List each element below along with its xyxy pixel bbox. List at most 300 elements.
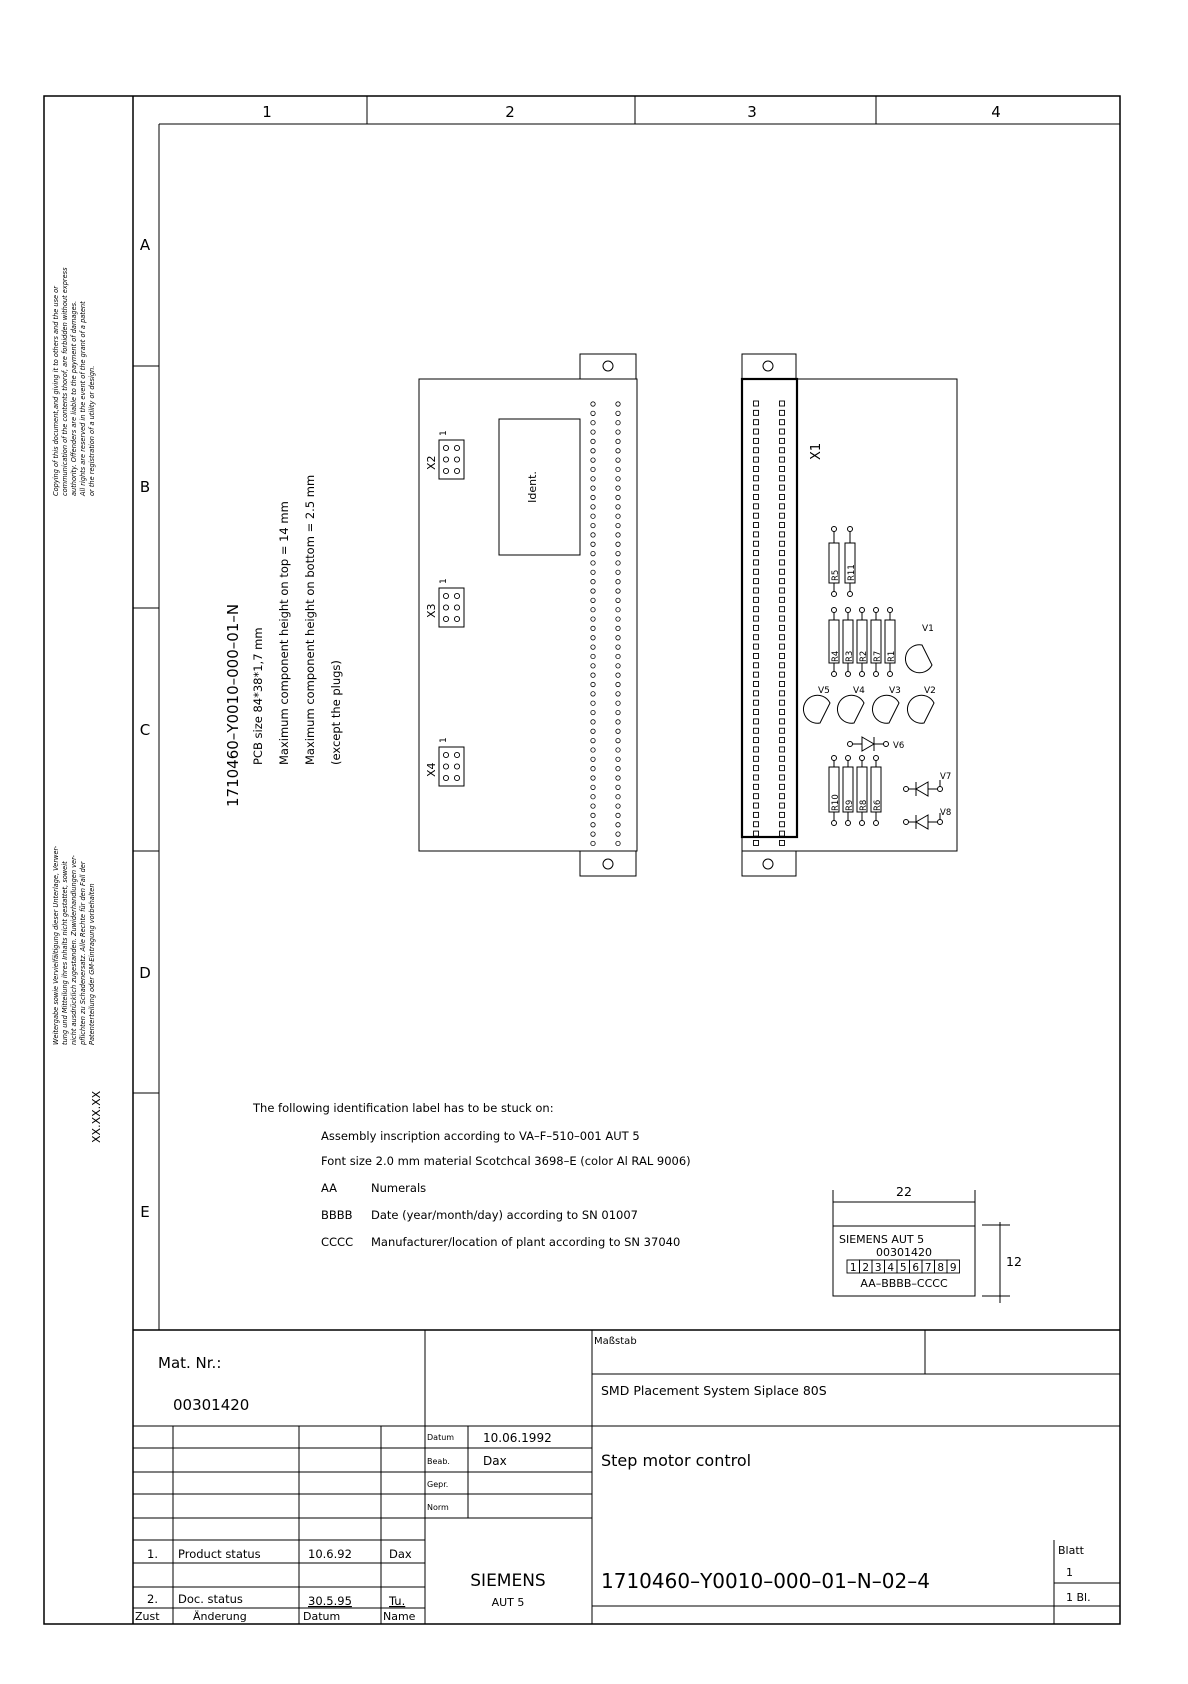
pin-pad (616, 477, 620, 481)
connector-pin (754, 700, 759, 705)
ident-label: Ident. (526, 471, 539, 503)
pin-pad (591, 467, 595, 471)
connector-pin (780, 438, 785, 443)
row-label-c: C (139, 721, 151, 739)
drawing-title: Step motor control (601, 1451, 752, 1470)
pin-pad (591, 823, 595, 827)
sheet-count: 1 Bl. (1066, 1591, 1091, 1604)
pin-pad (616, 832, 620, 836)
label-bbbb-key: BBBB (321, 1208, 353, 1222)
led-v2-symbol (907, 695, 934, 723)
pin-pad (591, 495, 595, 499)
pin-pad (591, 832, 595, 836)
connector-pin (754, 410, 759, 415)
connector-pin (754, 420, 759, 425)
pin-pad (616, 617, 620, 621)
pin-pad (591, 636, 595, 640)
connector-pin (754, 466, 759, 471)
connector-pin (780, 728, 785, 733)
pin-pad (591, 710, 595, 714)
jumper-pin (443, 616, 448, 621)
rev2-date: 30.5.95 (308, 1594, 352, 1608)
pin-pad (591, 579, 595, 583)
resistor-group-bottom (829, 756, 883, 826)
label-assembly: Assembly inscription according to VA–F–510–001 AUT 5 (321, 1129, 640, 1143)
connector-pin (754, 504, 759, 509)
pin-pad (591, 570, 595, 574)
resistor-r7-label: R7 (873, 650, 883, 662)
sample-label (833, 1184, 1022, 1303)
label-cccc-key: CCCC (321, 1235, 354, 1249)
pin-pad (591, 757, 595, 761)
pin-pad (591, 533, 595, 537)
pin-pad (616, 710, 620, 714)
col-header-zust: Zust (135, 1610, 160, 1623)
pin-pad (616, 692, 620, 696)
connector-pin (780, 513, 785, 518)
digit-cell-text: 2 (862, 1262, 870, 1274)
pin-pad (591, 692, 595, 696)
pin-pad (616, 738, 620, 742)
pin-pad (616, 841, 620, 845)
column-label-1: 1 (262, 103, 272, 121)
pin-pad (616, 411, 620, 415)
connector-pin (780, 597, 785, 602)
pin-pad (616, 542, 620, 546)
connector-pin (780, 653, 785, 658)
connector-pin (780, 635, 785, 640)
sample-label-line4: AA–BBBB–CCCC (860, 1277, 948, 1290)
pin-pad (591, 673, 595, 677)
connector-pin (754, 812, 759, 817)
connector-x4 (425, 737, 464, 786)
pin-rows-left (591, 402, 620, 846)
resistor-pad (832, 672, 837, 677)
connector-pin (754, 401, 759, 406)
jumper-pin (454, 764, 459, 769)
pin-pad (616, 785, 620, 789)
pin-pad (616, 514, 620, 518)
mounting-hole-bottom-right (763, 859, 773, 869)
connector-pin (754, 775, 759, 780)
resistor-pad (874, 756, 879, 761)
pin-pad (616, 589, 620, 593)
connector-pin (780, 504, 785, 509)
connector-pin (754, 541, 759, 546)
connector-pin (754, 831, 759, 836)
connector-pin (754, 485, 759, 490)
pin-pad (591, 729, 595, 733)
pin-pad (616, 776, 620, 780)
company-sub: AUT 5 (491, 1596, 525, 1609)
blatt-value: 1 (1066, 1566, 1073, 1579)
mounting-hole-top-right (763, 361, 773, 371)
pin-pad (616, 795, 620, 799)
led-group (803, 624, 935, 723)
pin-pad (591, 551, 595, 555)
mounting-tab-top-left (580, 354, 636, 379)
digit-cell-text: 9 (949, 1262, 957, 1274)
rev2-name: Tu. (389, 1594, 406, 1608)
connector-pin (780, 710, 785, 715)
rev1-number: 1. (147, 1547, 158, 1561)
sheet-frame (44, 96, 1120, 1624)
pin-pad (616, 570, 620, 574)
connector-pin (754, 438, 759, 443)
jumper-pin (443, 605, 448, 610)
connector-pin (780, 775, 785, 780)
pin-pad (591, 458, 595, 462)
digit-cell-text: 6 (912, 1262, 920, 1274)
pin-pad (616, 561, 620, 565)
led-v4-label: V4 (853, 686, 865, 696)
pin-pad (591, 542, 595, 546)
connector-pin (780, 682, 785, 687)
pin-pad (591, 795, 595, 799)
mounting-hole-bottom-left (603, 859, 613, 869)
connector-pin (780, 803, 785, 808)
connector-pin (754, 476, 759, 481)
led-v4-symbol (837, 695, 864, 723)
resistor-pad (874, 608, 879, 613)
digit-cell-text: 3 (874, 1262, 882, 1274)
mat-nr-value: 00301420 (173, 1396, 250, 1414)
pin-pad (616, 766, 620, 770)
legal-en-line-3: authority. Offenders are liable to the payment of damages. (70, 300, 78, 496)
connector-pin (780, 569, 785, 574)
connector-pin (780, 429, 785, 434)
connector-pin (780, 485, 785, 490)
connector-pin (754, 719, 759, 724)
margin-legal-english (52, 267, 96, 497)
connector-pin (754, 429, 759, 434)
jumper-pin (443, 457, 448, 462)
mounting-tab-top-right (742, 354, 796, 379)
legal-en-line-4: All rights are reserved in the event of the grant of a patent (79, 301, 87, 496)
connector-pin (754, 756, 759, 761)
connector-pin (754, 523, 759, 528)
jumper-pin (443, 468, 448, 473)
connector-pin (754, 625, 759, 630)
pin-pad (616, 402, 620, 406)
digit-cell-text: 7 (924, 1262, 932, 1274)
pin-pad (591, 813, 595, 817)
pin-pad (591, 654, 595, 658)
connector-pin (780, 541, 785, 546)
height-bottom-note: Maximum component height on bottom = 2.5 mm (303, 474, 317, 765)
connector-x2 (425, 430, 464, 479)
pin-pad (591, 738, 595, 742)
jumper-pin (454, 752, 459, 757)
connector-x1-label: X1 (809, 442, 824, 460)
jumper-pin (443, 764, 448, 769)
connector-pin (754, 569, 759, 574)
diode-v7 (904, 772, 952, 796)
beab-value: Dax (483, 1454, 507, 1468)
pin-pad (616, 430, 620, 434)
connector-pin (754, 551, 759, 556)
connector-pin (754, 682, 759, 687)
connector-x4-pin: 1 (439, 737, 449, 743)
pin-pad (616, 523, 620, 527)
dim-height-value: 12 (1006, 1254, 1022, 1269)
rev1-name: Dax (389, 1547, 412, 1561)
legal-en-line-1: Copying of this document,and giving it to others and the use or (52, 286, 60, 496)
connector-pin (754, 747, 759, 752)
jumper-pin (454, 775, 459, 780)
led-v3-label: V3 (889, 686, 901, 696)
row-label-b: B (139, 478, 151, 496)
label-intro: The following identification label has to be stuck on: (253, 1101, 554, 1115)
connector-pin (780, 560, 785, 565)
pin-pad (616, 439, 620, 443)
except-plugs-note: (except the plugs) (329, 660, 343, 765)
connector-pin (780, 756, 785, 761)
pin-pad (616, 664, 620, 668)
connector-pin (754, 794, 759, 799)
connector-pin (780, 700, 785, 705)
digit-cell-text: 8 (937, 1262, 945, 1274)
height-top-note: Maximum component height on top = 14 mm (277, 501, 291, 765)
pin-pad (591, 626, 595, 630)
resistor-pad (846, 756, 851, 761)
connector-pin (754, 738, 759, 743)
resistor-pad (832, 821, 837, 826)
pin-pad (591, 439, 595, 443)
connector-pin (754, 840, 759, 845)
label-font: Font size 2.0 mm material Scotchcal 3698–E (color Al RAL 9006) (321, 1154, 691, 1168)
pin-pad (591, 449, 595, 453)
label-instructions (252, 1101, 691, 1249)
connector-pin (780, 401, 785, 406)
pin-pad (591, 589, 595, 593)
company-name: SIEMENS (470, 1571, 546, 1591)
connector-pin (780, 420, 785, 425)
resistor-pad (860, 672, 865, 677)
resistor-r11-label: R11 (847, 564, 857, 581)
connector-pin (754, 672, 759, 677)
pin-pad (616, 823, 620, 827)
rev2-text: Doc. status (178, 1592, 243, 1606)
jumper-pin (454, 616, 459, 621)
resistor-group-top (829, 527, 857, 597)
pin-pad (591, 430, 595, 434)
pin-pad (616, 467, 620, 471)
column-label-3: 3 (747, 103, 757, 121)
connector-x4-label: X4 (425, 762, 438, 777)
connector-pin (780, 457, 785, 462)
jumper-pin (454, 593, 459, 598)
pin-pad (616, 645, 620, 649)
margin-code: XX.XX.XX (90, 1090, 103, 1143)
pin-pad (591, 664, 595, 668)
diode-v8-label: V8 (940, 808, 952, 818)
connector-pin (780, 523, 785, 528)
resistor-pad (846, 672, 851, 677)
margin-legal-german (52, 845, 96, 1046)
jumper-pin (443, 445, 448, 450)
connector-pin (780, 719, 785, 724)
resistor-pad (888, 672, 893, 677)
pin-pad (616, 486, 620, 490)
resistor-pad (832, 608, 837, 613)
pin-pad (591, 402, 595, 406)
pin-pad (616, 748, 620, 752)
led-v3-symbol (872, 695, 899, 723)
led-v5-label: V5 (818, 686, 830, 696)
pin-pad (616, 533, 620, 537)
connector-pin (754, 513, 759, 518)
pin-pad (616, 505, 620, 509)
sample-label-digits (847, 1260, 960, 1274)
resistor-r8-label: R8 (859, 799, 869, 811)
pin-pad (591, 523, 595, 527)
connector-pin (780, 840, 785, 845)
pin-pad (616, 449, 620, 453)
row-label-d: D (139, 964, 151, 982)
connector-pin (780, 579, 785, 584)
diode-v8 (904, 808, 952, 829)
resistor-r2-label: R2 (859, 650, 869, 662)
pin-pad (616, 720, 620, 724)
connector-pin (754, 822, 759, 827)
resistor-r10-label: R10 (831, 794, 841, 811)
diode-v6-label: V6 (893, 741, 905, 751)
pin-pad (591, 645, 595, 649)
connector-pin (780, 663, 785, 668)
connector-x1-pins (754, 401, 785, 845)
connector-x2-pin: 1 (439, 430, 449, 436)
connector-pin (754, 560, 759, 565)
connector-pin (754, 532, 759, 537)
legal-de-line-2: tung und Mitteilung ihres Inhalts nicht gestattet, soweit (61, 861, 69, 1045)
part-number-note: 1710460–Y0010–000–01–N (224, 603, 242, 807)
connector-pin (754, 588, 759, 593)
col-header-aenderung: Änderung (193, 1610, 247, 1623)
pin-pad (616, 757, 620, 761)
connector-pin (754, 597, 759, 602)
jumper-pin (443, 752, 448, 757)
jumper-pin (454, 468, 459, 473)
pin-pad (591, 748, 595, 752)
resistor-r3-label: R3 (845, 650, 855, 662)
pin-pad (616, 421, 620, 425)
pin-pad (591, 505, 595, 509)
connector-pin (780, 466, 785, 471)
pin-pad (616, 458, 620, 462)
connector-x3-pin: 1 (439, 578, 449, 584)
connector-pin (754, 691, 759, 696)
connector-pin (754, 803, 759, 808)
pin-pad (616, 673, 620, 677)
connector-pin (780, 625, 785, 630)
connector-pin (754, 766, 759, 771)
sample-label-line1: SIEMENS AUT 5 (839, 1233, 925, 1246)
connector-pin (780, 448, 785, 453)
resistor-pad (832, 756, 837, 761)
connector-pin (754, 784, 759, 789)
beab-label: Beab. (427, 1457, 450, 1466)
connector-pin (754, 616, 759, 621)
pin-pad (591, 561, 595, 565)
connector-pin (780, 644, 785, 649)
norm-label: Norm (427, 1503, 449, 1512)
jumper-pin (454, 457, 459, 462)
datum-label: Datum (427, 1433, 455, 1442)
row-label-e: E (140, 1203, 150, 1221)
connector-pin (780, 794, 785, 799)
pin-pad (591, 608, 595, 612)
connector-pin (780, 738, 785, 743)
label-bbbb-value: Date (year/month/day) according to SN 01007 (371, 1208, 638, 1222)
mounting-hole-top-left (603, 361, 613, 371)
pcb-notes (224, 475, 343, 807)
connector-pin (754, 653, 759, 658)
pin-pad (591, 514, 595, 518)
pin-pad (616, 813, 620, 817)
connector-pin (780, 588, 785, 593)
connector-pin (780, 495, 785, 500)
pin-pad (591, 421, 595, 425)
rev1-date: 10.6.92 (308, 1547, 352, 1561)
pin-pad (591, 411, 595, 415)
pin-pad (616, 636, 620, 640)
pin-pad (616, 729, 620, 733)
jumper-pins (443, 445, 459, 780)
pin-pad (591, 598, 595, 602)
pin-pad (616, 804, 620, 808)
system-name: SMD Placement System Siplace 80S (601, 1383, 827, 1398)
resistor-r6-label: R6 (873, 799, 883, 811)
connector-x2-label: X2 (425, 455, 438, 470)
connector-pin (780, 812, 785, 817)
connector-pin (780, 691, 785, 696)
col-header-name: Name (383, 1610, 416, 1623)
pin-pad (616, 598, 620, 602)
connector-pin (780, 551, 785, 556)
pcb-size-note: PCB size 84*38*1,7 mm (251, 627, 265, 765)
connector-pin (780, 747, 785, 752)
title-block (133, 1330, 1120, 1624)
led-v2-label: V2 (924, 686, 936, 696)
col-header-datum: Datum (303, 1610, 341, 1623)
blatt-label: Blatt (1058, 1544, 1084, 1557)
pin-pad (591, 841, 595, 845)
resistor-pad (874, 821, 879, 826)
pin-pad (591, 701, 595, 705)
legal-de-line-3: nicht ausdrücklich zugestanden. Zuwiderhandlungen ver- (70, 855, 78, 1045)
resistor-pad (846, 608, 851, 613)
digit-cell-text: 1 (849, 1262, 857, 1274)
jumper-connectors (425, 430, 464, 786)
pin-pad (591, 776, 595, 780)
pin-pad (591, 486, 595, 490)
resistor-pad (888, 608, 893, 613)
pin-pad (591, 804, 595, 808)
label-cccc-value: Manufacturer/location of plant according to SN 37040 (371, 1235, 681, 1249)
pin-pad (616, 682, 620, 686)
connector-pin (780, 672, 785, 677)
row-label-a: A (139, 236, 151, 254)
column-label-4: 4 (991, 103, 1001, 121)
gepr-label: Gepr. (427, 1480, 449, 1489)
resistor-group-middle (829, 608, 897, 677)
resistor-r1-label: R1 (887, 650, 897, 662)
column-markers (262, 96, 1001, 124)
connector-pin (780, 410, 785, 415)
connector-pin (780, 532, 785, 537)
pin-pad (616, 551, 620, 555)
